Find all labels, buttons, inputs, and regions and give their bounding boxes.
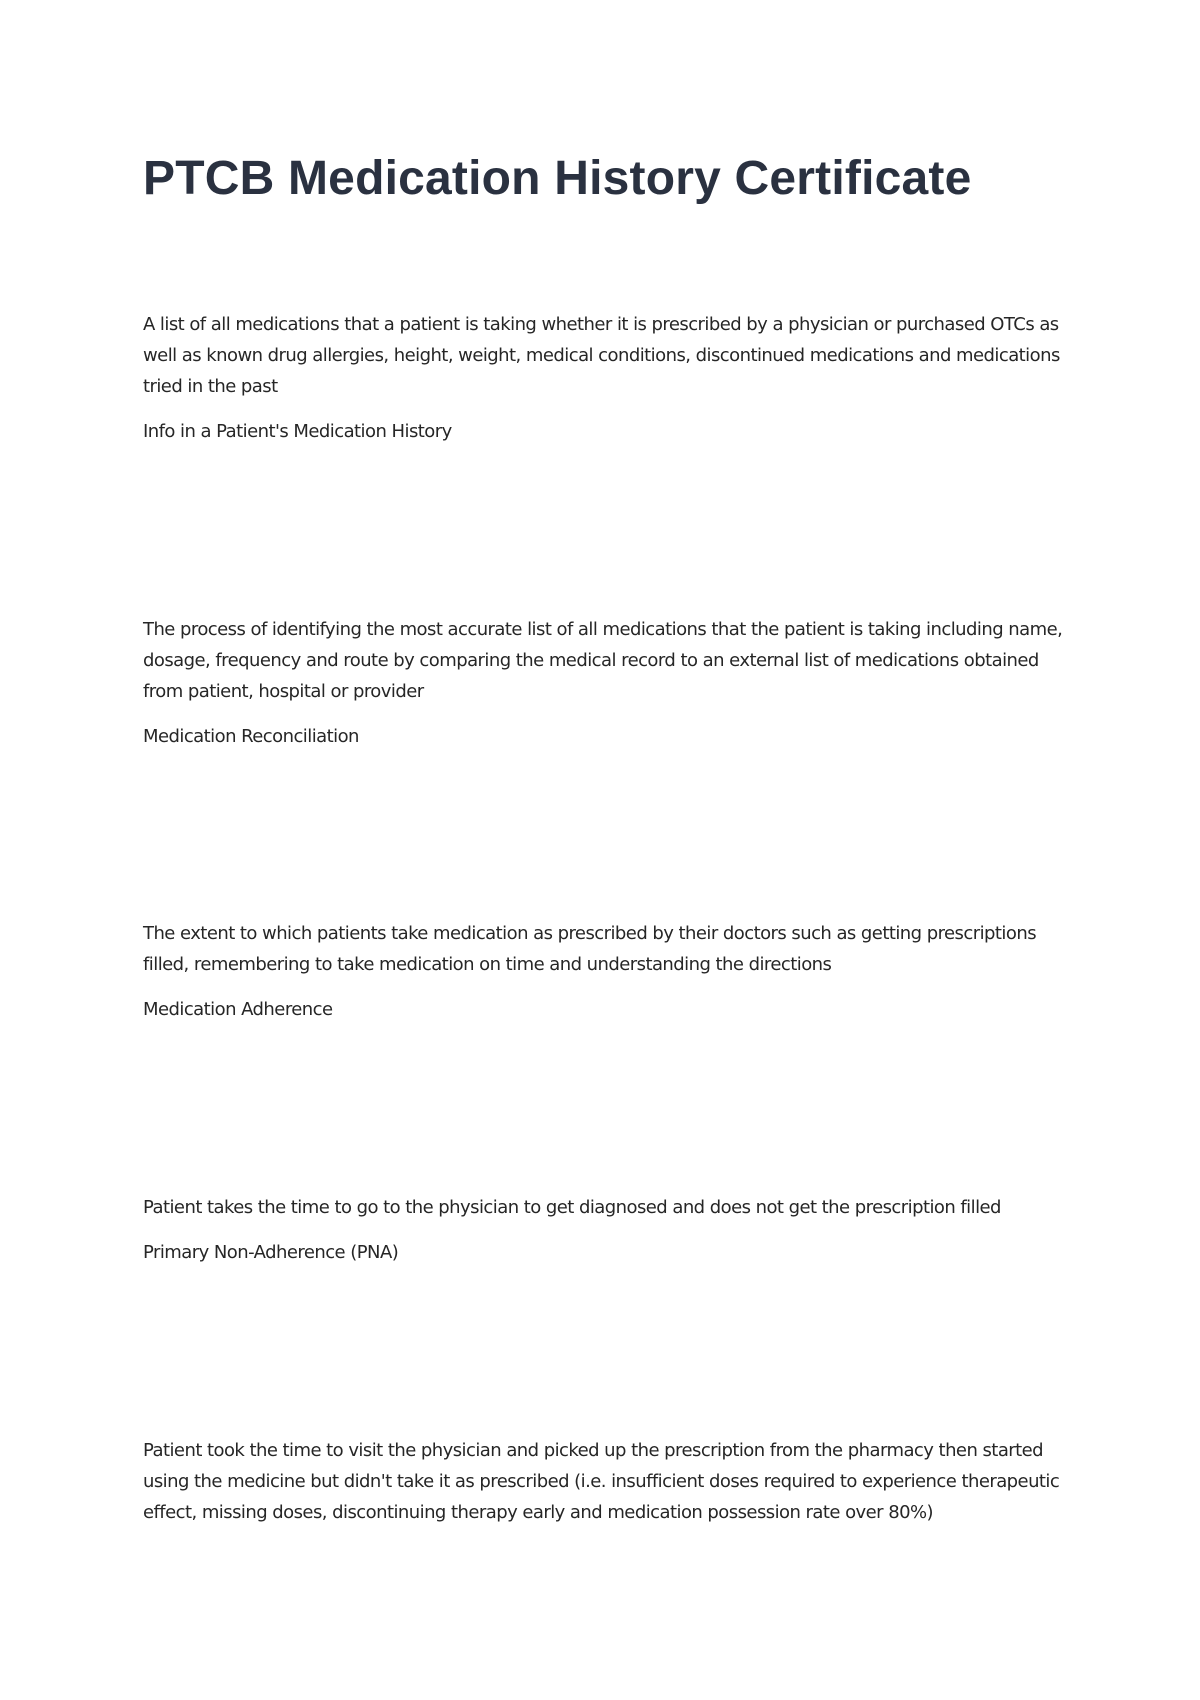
flashcard [143, 1435, 1083, 1528]
card-definition: The process of identifying the most accurate list of all medications that the patient is taking including name, dosage, frequency and route by comparing the medical record to an external list of medications obtained from patient, hospital or provider [143, 619, 1063, 702]
card-term: Medication Adherence [143, 999, 333, 1020]
card-term: Medication Reconciliation [143, 726, 359, 747]
card-definition: A list of all medications that a patient is taking whether it is prescribed by a physician or purchased OTCs as well as known drug allergies, height, weight, medical conditions, discontinued medications and medications tried in the past [143, 314, 1060, 397]
flashcard [143, 1192, 1083, 1268]
flashcard [143, 918, 1083, 1025]
card-definition: The extent to which patients take medication as prescribed by their doctors such as getting prescriptions filled, remembering to take medication on time and understanding the directions [143, 923, 1037, 975]
card-definition: Patient took the time to visit the physician and picked up the prescription from the pharmacy then started using the medicine but didn't take it as prescribed (i.e. insufficient doses required to experience therapeutic effect, missing doses, discontinuing therapy early and medication possession rate over 80%) [143, 1440, 1060, 1523]
flashcard [143, 614, 1083, 752]
flashcard [143, 309, 1083, 447]
card-term: Primary Non-Adherence (PNA) [143, 1242, 399, 1263]
card-term: Info in a Patient's Medication History [143, 421, 452, 442]
page-title: PTCB Medication History Certificate [143, 152, 972, 205]
card-definition: Patient takes the time to go to the physician to get diagnosed and does not get the prescription filled [143, 1197, 1001, 1218]
